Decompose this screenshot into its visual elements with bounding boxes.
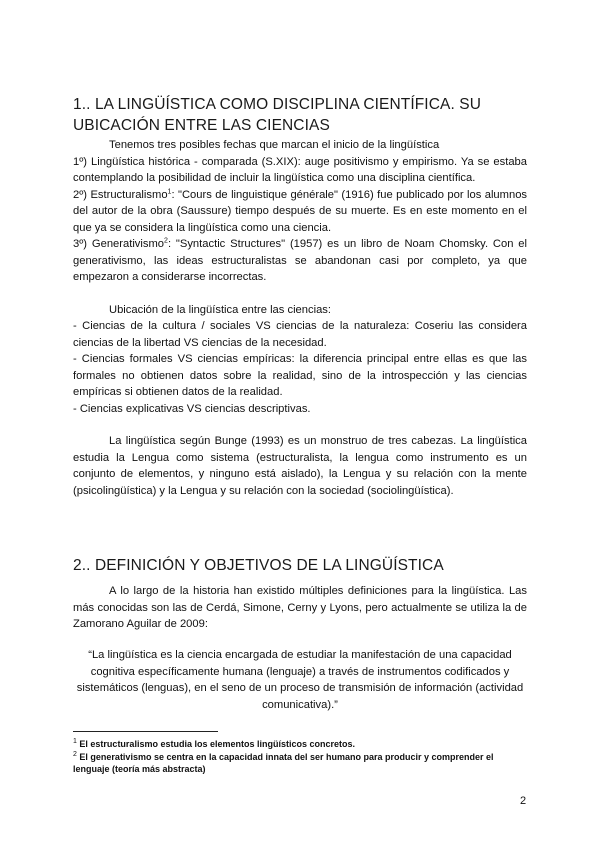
item2-label: 2º) Estructuralismo [73,188,168,201]
ubicacion-item-cultura: - Ciencias de la cultura / sociales VS ciencias de la naturaleza: Coseriu las considera ciencias de la libertad VS ciencias de la necesidad. [73,320,527,349]
intro-paragraph: Tenemos tres posibles fechas que marcan el inicio de la lingüística [109,139,440,151]
footnote-1-number: 1 [73,738,77,745]
footnote-2-number: 2 [73,751,77,758]
item3-text: : "Syntactic Structures" (1957) es un libro de Noam Chomsky. Con el generativismo, las ideas estructuralistas se abandonan casi por completo, ya que empezaron a considerarse incorrectas. [73,238,528,283]
definiciones-paragraph: A lo largo de la historia han existido múltiples definiciones para la lingüística. Las más conocidas son las de Cerdá, Simone, Cerny y Lyons, pero actualmente se utiliza la de Zamorano Aguilar de 2009: [73,585,527,630]
item3-label: 3º) Generativismo [73,238,165,250]
section-1-body [73,137,527,499]
footnote-ref-2: 2 [164,237,168,245]
section-2-body [73,583,527,633]
list-item-estructuralismo [73,187,527,237]
definition-quote: “La lingüística es la ciencia encargada de estudiar la manifestación de una capacidad cognitiva específicamente humana (lenguaje) a través de instrumentos codificados y sistemáticos (lenguas), en el seno de un proceso de transmisión de información (actividad comunicativa).” [76,649,524,711]
section-1-heading-line-2: UBICACIÓN ENTRE LAS CIENCIAS [73,117,330,134]
footnote-2-text: El generativismo se centra en la capacidad innata del ser humano para producir y comprender el lenguaje (teoría más abstracta) [73,752,494,774]
section-1-heading [73,94,533,136]
page-number: 2 [520,795,527,807]
item2-text: : "Cours de linguistique générale" (1916) fue publicado por los alumnos del autor de la obra (Saussure) tiempo después de su muerte. Es en este momento en el que ya se considera la lingüística como una ciencia. [73,188,528,234]
footnote-ref-1: 1 [167,187,172,195]
bunge-paragraph: La lingüística según Bunge (1993) es un monstruo de tres cabezas. La lingüística estudia la Lengua como sistema (estructuralista, la lengua como instrumento es un conjunto de elementos, y ninguno está aislado), la Lengua y su relación con la mente (psicolingüística) y la Lengua y su relación con la sociedad (sociolingüística). [73,435,527,497]
footnote-2 [73,751,527,775]
list-item-generativismo [73,236,527,286]
section-2-heading: 2.. DEFINICIÓN Y OBJETIVOS DE LA LINGÜÍSTICA [73,557,444,574]
ubicacion-intro: Ubicación de la lingüística entre las ciencias: [109,303,332,316]
footnote-1-text: El estructuralismo estudia los elementos lingüísticos concretos. [79,739,355,749]
footnote-1 [73,738,527,750]
ubicacion-item-formales: - Ciencias formales VS ciencias empíricas: la diferencia principal entre ellas es que las formales no obtienen datos sobre la realidad, sino de la introspección y las ciencias empíricas si obtienen datos de la realidad. [73,353,527,398]
list-item-historica: 1º) Lingüística histórica - comparada (S.XIX): auge positivismo y empirismo. Ya se estaba contemplando la posibilidad de incluir la lingüística como una disciplina científica. [73,155,527,184]
section-1-heading-line-1: 1.. LA LINGÜÍSTICA COMO DISCIPLINA CIENTÍFICA. SU [73,96,481,113]
ubicacion-item-explicativas: - Ciencias explicativas VS ciencias descriptivas. [73,402,311,415]
footnote-separator [73,731,218,732]
